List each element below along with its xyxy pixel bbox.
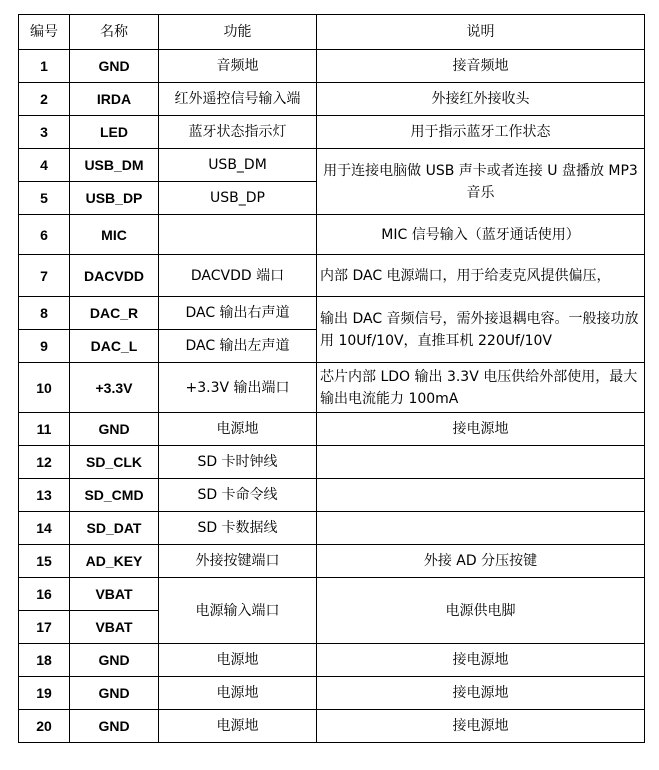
pin-description: 接电源地 — [317, 677, 645, 710]
pin-function: 电源地 — [159, 413, 317, 446]
pin-number: 10 — [19, 363, 70, 413]
pin-function — [159, 215, 317, 255]
header-name: 名称 — [70, 15, 159, 50]
pin-description — [317, 363, 645, 413]
table-row — [19, 545, 645, 578]
pin-description-text: 芯片内部 LDO 输出 3.3V 电压供给外部使用，最大输出电流能力 100mA — [320, 368, 638, 407]
pin-description: 用于指示蓝牙工作状态 — [317, 116, 645, 149]
pin-function: DACVDD 端口 — [159, 255, 317, 297]
pin-number: 13 — [19, 479, 70, 512]
pin-name: DAC_R — [70, 297, 159, 330]
pin-function: 电源地 — [159, 710, 317, 743]
table-row — [19, 116, 645, 149]
table-row — [19, 446, 645, 479]
pin-number: 20 — [19, 710, 70, 743]
pin-description: 电源供电脚 — [317, 578, 645, 644]
pin-name: USB_DM — [70, 149, 159, 182]
pin-number: 3 — [19, 116, 70, 149]
table-row — [19, 479, 645, 512]
table-row — [19, 215, 645, 255]
pin-name: SD_CLK — [70, 446, 159, 479]
pin-name: DAC_L — [70, 330, 159, 363]
pin-name: DACVDD — [70, 255, 159, 297]
pin-description — [317, 149, 645, 215]
table-row — [19, 710, 645, 743]
pin-function: SD 卡数据线 — [159, 512, 317, 545]
pin-name: GND — [70, 413, 159, 446]
pin-name: IRDA — [70, 83, 159, 116]
pin-number: 17 — [19, 611, 70, 644]
pin-description: 外接红外接收头 — [317, 83, 645, 116]
pin-name: VBAT — [70, 611, 159, 644]
pin-name: MIC — [70, 215, 159, 255]
pin-number: 1 — [19, 50, 70, 83]
pin-function: USB_DM — [159, 149, 317, 182]
table-row — [19, 297, 645, 330]
pin-function: 电源输入端口 — [159, 578, 317, 644]
pin-description-text: 输出 DAC 音频信号，需外接退耦电容。一般接功放用 10Uf/10V，直推耳机 220Uf/10V — [320, 310, 639, 349]
header-row — [19, 15, 645, 50]
pin-name: LED — [70, 116, 159, 149]
pin-function: 电源地 — [159, 677, 317, 710]
pin-number: 12 — [19, 446, 70, 479]
pin-function: DAC 输出左声道 — [159, 330, 317, 363]
pin-description: 接音频地 — [317, 50, 645, 83]
pin-description: 接电源地 — [317, 710, 645, 743]
pin-name: VBAT — [70, 578, 159, 611]
pin-number: 2 — [19, 83, 70, 116]
pin-number: 5 — [19, 182, 70, 215]
pin-number: 15 — [19, 545, 70, 578]
table-row — [19, 512, 645, 545]
table-row — [19, 50, 645, 83]
pin-description: 外接 AD 分压按键 — [317, 545, 645, 578]
pin-number: 19 — [19, 677, 70, 710]
pin-function: 音频地 — [159, 50, 317, 83]
table-row — [19, 413, 645, 446]
pin-number: 18 — [19, 644, 70, 677]
table-row — [19, 644, 645, 677]
pin-description — [317, 297, 645, 363]
pin-description — [317, 479, 645, 512]
table-row — [19, 83, 645, 116]
table-row — [19, 149, 645, 182]
pin-description: 接电源地 — [317, 413, 645, 446]
pin-function: 外接按键端口 — [159, 545, 317, 578]
pin-function: USB_DP — [159, 182, 317, 215]
pin-number: 6 — [19, 215, 70, 255]
pin-name: GND — [70, 644, 159, 677]
pin-description: 内部 DAC 电源端口，用于给麦克风提供偏压， — [317, 255, 645, 297]
pin-function: 电源地 — [159, 644, 317, 677]
pin-name: SD_CMD — [70, 479, 159, 512]
pin-function: DAC 输出右声道 — [159, 297, 317, 330]
pin-description-text: 用于连接电脑做 USB 声卡或者连接 U 盘播放 MP3 音乐 — [323, 162, 638, 201]
pin-function: +3.3V 输出端口 — [159, 363, 317, 413]
pin-name: SD_DAT — [70, 512, 159, 545]
pin-name: AD_KEY — [70, 545, 159, 578]
table-row — [19, 677, 645, 710]
pin-number: 4 — [19, 149, 70, 182]
pin-description — [317, 512, 645, 545]
pin-number: 8 — [19, 297, 70, 330]
header-num: 编号 — [19, 15, 70, 50]
header-func: 功能 — [159, 15, 317, 50]
pin-number: 16 — [19, 578, 70, 611]
pin-function: SD 卡时钟线 — [159, 446, 317, 479]
pin-table — [18, 14, 645, 743]
table-row — [19, 578, 645, 611]
pin-number: 14 — [19, 512, 70, 545]
pin-description — [317, 446, 645, 479]
pin-name: USB_DP — [70, 182, 159, 215]
pin-description: MIC 信号输入（蓝牙通话使用） — [317, 215, 645, 255]
pin-name: GND — [70, 50, 159, 83]
header-desc: 说明 — [317, 15, 645, 50]
pin-name: GND — [70, 710, 159, 743]
pin-number: 11 — [19, 413, 70, 446]
pin-name: +3.3V — [70, 363, 159, 413]
pin-description: 接电源地 — [317, 644, 645, 677]
pin-name: GND — [70, 677, 159, 710]
pin-number: 7 — [19, 255, 70, 297]
table-row — [19, 255, 645, 297]
pin-number: 9 — [19, 330, 70, 363]
pin-function: 红外遥控信号输入端 — [159, 83, 317, 116]
pin-function: SD 卡命令线 — [159, 479, 317, 512]
table-row — [19, 363, 645, 413]
pin-function: 蓝牙状态指示灯 — [159, 116, 317, 149]
